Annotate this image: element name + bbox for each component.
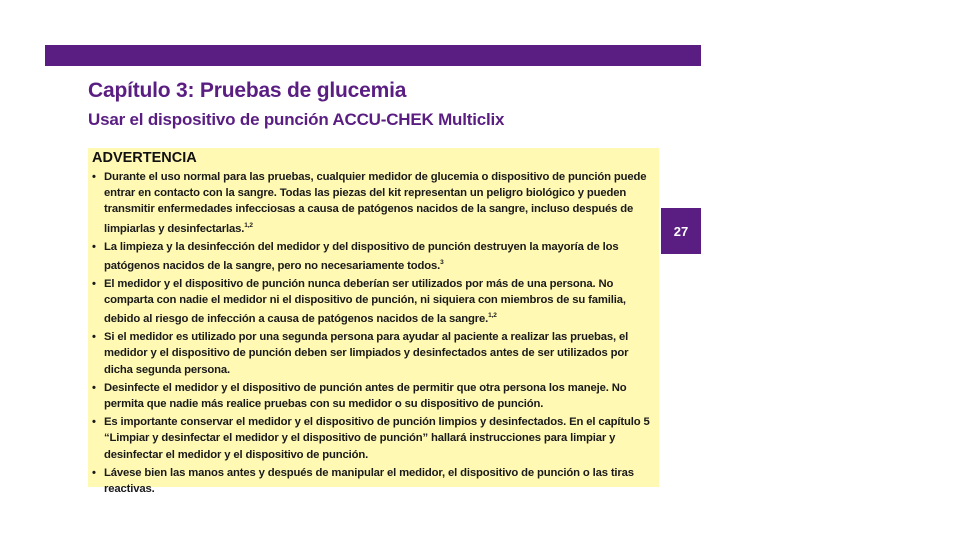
page-number: 27 bbox=[673, 223, 689, 239]
section-subtitle: Usar el dispositivo de punción ACCU-CHEK Multiclix bbox=[88, 110, 505, 129]
warning-item-6 bbox=[92, 414, 655, 463]
header-color-bar bbox=[45, 45, 701, 66]
footnote-ref: 1,2 bbox=[488, 312, 497, 320]
footnote-ref: 3 bbox=[440, 258, 444, 266]
warning-item-7 bbox=[92, 465, 655, 497]
warning-item-4 bbox=[92, 329, 655, 378]
bullet-icon: • bbox=[92, 331, 96, 344]
bullet-icon: • bbox=[92, 240, 96, 253]
bullet-icon: • bbox=[92, 277, 96, 290]
bullet-icon: • bbox=[92, 381, 96, 394]
warning-box bbox=[88, 148, 659, 495]
chapter-title: Capítulo 3: Pruebas de glucemia bbox=[88, 79, 407, 102]
warning-item-text: La limpieza y la desinfección del medidor y del dispositivo de punción destruyen la mayoría de los patógenos nacidos de la sangre, pero no necesariamente todos. bbox=[104, 240, 619, 272]
bullet-icon: • bbox=[92, 171, 96, 183]
warning-item-text: Si el medidor es utilizado por una segunda persona para ayudar al paciente a realizar las pruebas, el medidor y el dispositivo de punción deben ser limpiados y desinfectados antes de ser utilizados por dicha segunda persona. bbox=[104, 331, 629, 376]
warning-item-1 bbox=[92, 169, 655, 237]
warning-item-text: Lávese bien las manos antes y después de manipular el medidor, el dispositivo de punción o las tiras reactivas. bbox=[104, 466, 634, 495]
page-number-tab bbox=[661, 208, 701, 254]
bullet-icon: • bbox=[92, 416, 96, 429]
warning-item-5 bbox=[92, 380, 655, 412]
warning-item-2 bbox=[92, 239, 655, 274]
warning-list bbox=[92, 169, 655, 497]
warning-item-text: Desinfecte el medidor y el dispositivo de punción antes de permitir que otra persona los maneje. No permita que nadie más realice pruebas con su medidor o su dispositivo de punción. bbox=[104, 381, 627, 410]
warning-item-text: Es importante conservar el medidor y el dispositivo de punción limpios y desinfectados. En el capítulo 5 “Limpiar y desinfectar el medidor y el dispositivo de punción” hallará instrucciones para limpiar y desinfectar el medidor y el dispositivo de punción. bbox=[104, 416, 650, 461]
warning-item-text: Durante el uso normal para las pruebas, cualquier medidor de glucemia o dispositivo de punción puede entrar en contacto con la sangre. Todas las piezas del kit representan un peligro biológico y pueden transmitir enfermedades infecciosas a causa de patógenos nacidos de la sangre, incluso después de limpiarlas y desinfectarlas. bbox=[104, 171, 647, 235]
footnote-ref: 1,2 bbox=[244, 221, 253, 229]
warning-heading: ADVERTENCIA bbox=[92, 150, 197, 166]
warning-item-3 bbox=[92, 276, 655, 327]
warning-item-text: El medidor y el dispositivo de punción nunca deberían ser utilizados por más de una persona. No comparta con nadie el medidor ni el dispositivo de punción, ni siquiera con miembros de su familia, debido al riesgo de infección a causa de patógenos nacidos de la sangre. bbox=[104, 277, 626, 325]
bullet-icon: • bbox=[92, 466, 96, 479]
